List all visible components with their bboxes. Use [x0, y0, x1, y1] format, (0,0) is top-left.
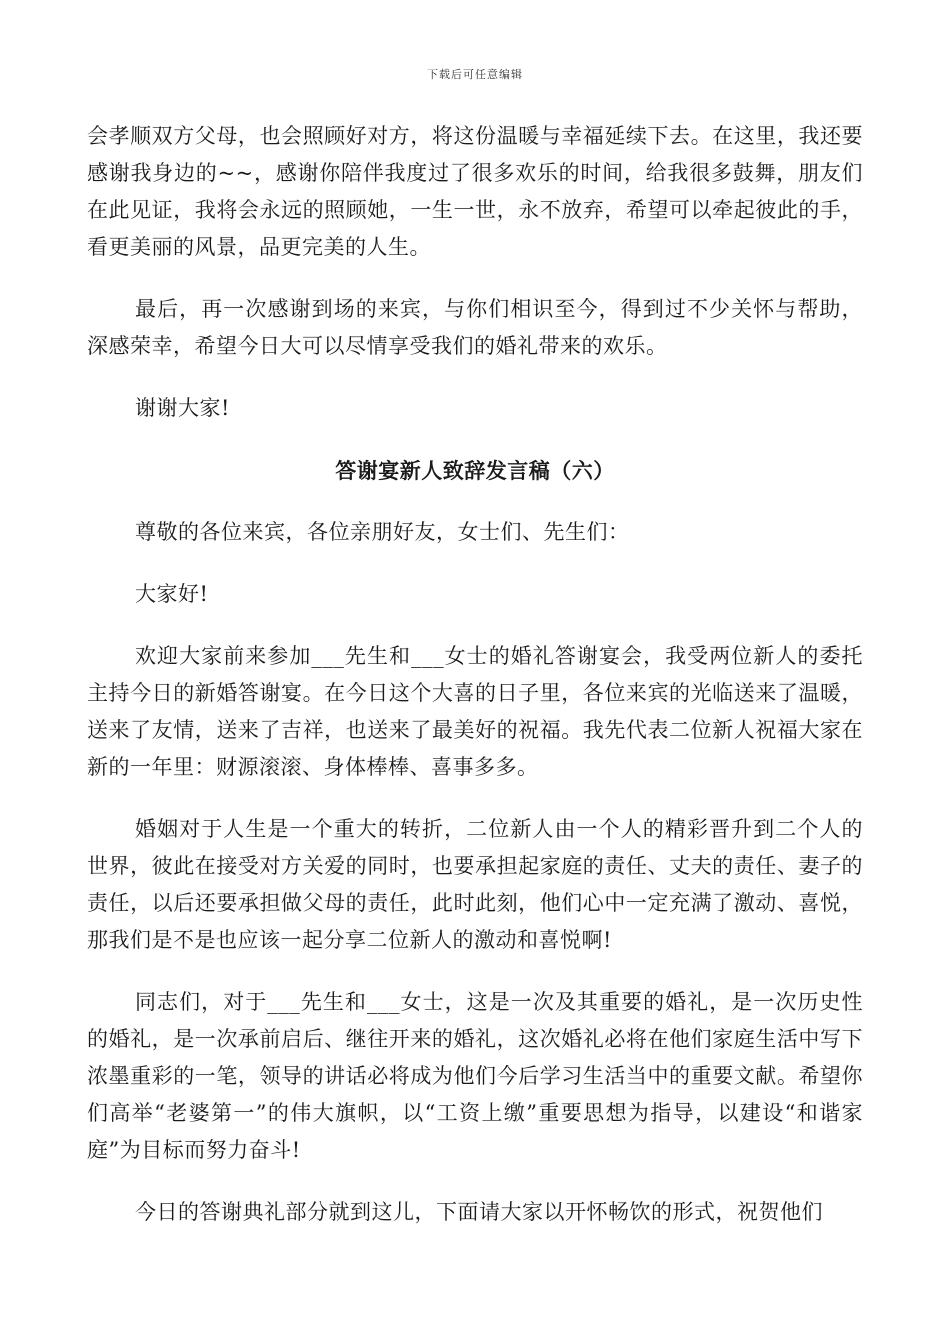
paragraph-thank-you: 谢谢大家!: [135, 396, 230, 420]
paragraph-comrades: 同志们，对于___先生和___女士，这是一次及其重要的婚礼，是一次历史性的婚礼，是一次承前启后、继往开来的婚礼，这次婚礼必将在他们家庭生活中写下浓墨重彩的一笔，领导的讲话必将成为他们今后学习生活当中的重要文献。希望你们高举“老婆第一”的伟大旗帜，以“工资上缴”重要思想为指导，以建设“和谐家庭”为目标而努力奋斗!: [87, 990, 863, 1162]
paragraph-marriage: 婚姻对于人生是一个重大的转折，二位新人由一个人的精彩晋升到二个人的世界，彼此在接受对方关爱的同时，也要承担起家庭的责任、丈夫的责任、妻子的责任，以后还要承担做父母的责任，此时此刻，他们心中一定充满了激动、喜悦，那我们是不是也应该一起分享二位新人的激动和喜悦啊!: [87, 817, 863, 952]
section-title: 答谢宴新人致辞发言稿（六）: [335, 458, 615, 483]
paragraph-greeting: 大家好!: [135, 582, 209, 606]
paragraph-closing-thanks: 最后，再一次感谢到场的来宾，与你们相识至今，得到过不少关怀与帮助，深感荣幸，希望今日大可以尽情享受我们的婚礼带来的欢乐。: [87, 297, 863, 358]
paragraph-continuation: 会孝顺双方父母，也会照顾好对方，将这份温暖与幸福延续下去。在这里，我还要感谢我身边的~~，感谢你陪伴我度过了很多欢乐的时间，给我很多鼓舞，朋友们在此见证，我将会永远的照顾她，一生一世，永不放弃，希望可以牵起彼此的手，看更美丽的风景，品更完美的人生。: [87, 124, 863, 259]
document-body: [87, 118, 863, 1256]
paragraph-salutation: 尊敬的各位来宾，各位亲朋好友，女士们、先生们：: [135, 520, 630, 544]
paragraph-welcome: 欢迎大家前来参加___先生和___女士的婚礼答谢宴会，我受两位新人的委托主持今日的新婚答谢宴。在今日这个大喜的日子里，各位来宾的光临送来了温暖，送来了友情，送来了吉祥，也送来了最美好的祝福。我先代表二位新人祝福大家在新的一年里：财源滚滚、身体棒棒、喜事多多。: [87, 644, 863, 779]
paragraph-toast: 今日的答谢典礼部分就到这儿，下面请大家以开怀畅饮的形式，祝贺他们: [135, 1200, 823, 1224]
page-header-note: 下载后可任意编辑: [427, 68, 523, 81]
